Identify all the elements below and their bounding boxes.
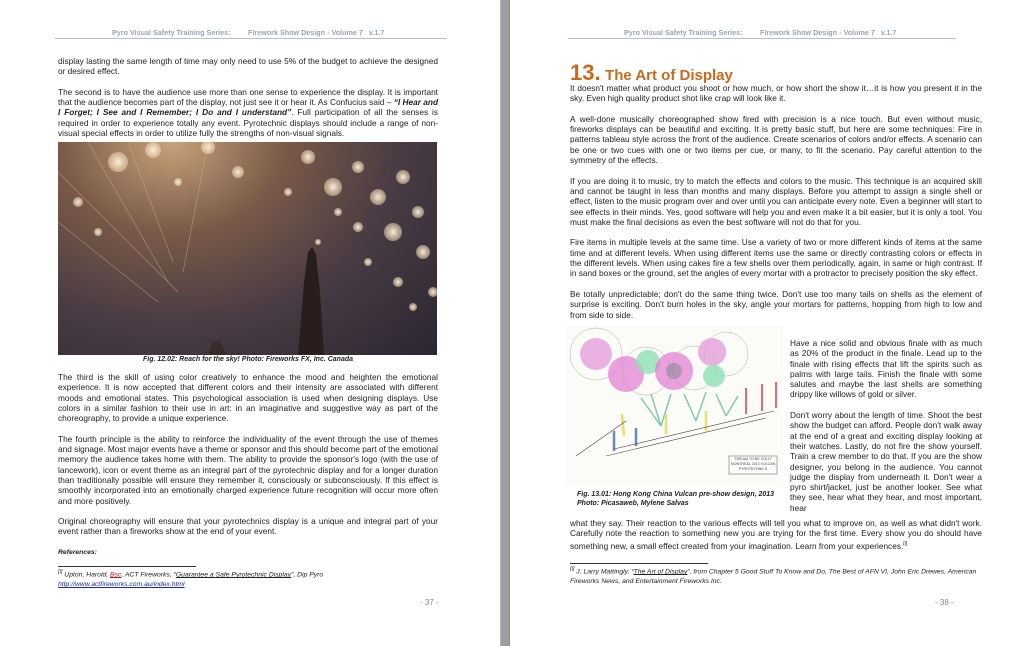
bokeh-photo [58, 142, 437, 355]
footnote-upton [58, 567, 438, 590]
text: ”, Dip Pyro [291, 571, 324, 579]
text: ”, from Chapter 5 Good Stuff To Know and Do, The Best of AFN VI, John Eric Drewes, American Fireworks News, and Entertainment Fireworks Inc. [570, 568, 977, 586]
right-body-top [570, 83, 982, 330]
text: , ACT Fireworks, “ [121, 571, 176, 579]
text: J. Larry Mattingly, “ [574, 568, 634, 576]
endnote-marker: [i] [903, 540, 908, 547]
right-side-column [790, 338, 982, 513]
chapter-title: The Art of Display [605, 67, 733, 84]
paragraph: The third is the skill of using color creatively to enhance the mood and heighten the emotional experience. It is now accepted that different colors and their intensity are associated with different moods and emotional states. This psychological association is used when designing displays. Use colors in a similar fashion to their use in art: in an imaginative and suggestive way as part of the choreography, to provide a unique experience. [58, 372, 438, 424]
footnote-marker: [i] [58, 569, 63, 575]
running-header-series: Pyro Visual Safety Training Series: [112, 28, 231, 37]
paragraph [570, 518, 982, 551]
paragraph: If you are doing it to music, try to match the effects and colors to the music. This technique is an acquired skill and cannot be taught in less than months and many displays. Before you attempt to assign a single shell or effect, listen to the music program over and over until you can anticipate every note. Even a beginner will start to see effects in their minds. Yes, good software will help you and even make it a bit easier, but it is only a tool. You must make the final decisions as even the best software will not do that for you. [570, 175, 982, 227]
paragraph: The fourth principle is the ability to reinforce the individuality of the event through the use of themes and signage. Most major events have a theme or sponsor and this should become part of the emotional memory the audience takes home with them. The ability to provide the sponsor's logo (with the use of lancework), icon or event theme as an integral part of the pyrotechnic display and for a longer duration than traditionally possible will ensure they remember it, consciously or subconsciously. If this effect is smoothly incorporated into an emotionally charged experience future recognition will occur more often and more positively. [58, 433, 438, 506]
footnote-title: The Art of Display [633, 568, 688, 576]
left-body-top [58, 56, 438, 149]
page-number-38: - 38 - [935, 598, 954, 607]
figure-photo-reach-for-sky [58, 142, 437, 355]
header-rule [568, 38, 956, 39]
footnote-link[interactable]: http://www.actfireworks.com.au/index.html [58, 581, 185, 589]
running-header-volume: Firework Show Design - Volume 7 v.1.7 [248, 28, 385, 37]
text: The second is to have the audience use more than one sense to experience the display. It is important that the audience becomes part of the display, not just see it or hear it. As Confucius said – [58, 86, 438, 108]
paragraph-confucius [58, 87, 438, 138]
left-body-bottom [58, 372, 438, 547]
paragraph: Fire items in multiple levels at the same time. Use a variety of two or more different kinds of items at the same time and at different levels. When using different items use the same or directly contrasting colors or effects in the different levels. When using cakes fire a few shells over them periodically, again, in same or high contrast. If in sand boxes or the ground, set the angles of every mortar with a protractor to precisely position the sky effect. [570, 237, 982, 279]
running-header-volume: Firework Show Design - Volume 7 v.1.7 [760, 28, 897, 37]
right-body-bottom [570, 518, 982, 561]
quote: “I Hear and I Forget; I See and I Remember; I Do and I understand” [58, 97, 439, 118]
references-label: References: [58, 549, 97, 556]
paragraph: display lasting the same length of time may only need to use 5% of the budget to achieve the designed or desired effect. [58, 56, 438, 77]
figure-caption-13-01: Fig. 13.01: Hong Kong China Vulcan pre-show design, 2013 Photo: Picasaweb, Mylene Salvas [577, 491, 775, 507]
paragraph: A well-done musically choreographed show fired with precision is a nice touch. But even without music, fireworks displays can be beautiful and exciting. It is pretty basic stuff, but here are some techniques: Fire in patterns tableau style across the front of the audience. Create scenarios of colors and/or effects. A scenario can be one or two cues with one or two items per cue, or many, to fit the scenario. Pay careful attention to the symmetry of the effects. [570, 113, 982, 166]
paragraph: Be totally unpredictable; don't do the same thing twice. Don't use too many tails on shells as the element of surprise is exciting. Don't burn holes in the sky, angle your mortars for patterns, hopping from high to low and from side to side. [570, 288, 982, 320]
footnote-marker: [i] [570, 566, 575, 572]
page-number-37: - 37 - [420, 598, 439, 607]
text: . Full participation of all the senses is required in order to experience totally any event. Pyrotechnic displays should include a range of non-visual special effects in order to utilize fully the strengths of non-visual signals. [58, 107, 438, 139]
figure-caption-12-02: Fig. 12.02: Reach for the sky! Photo: Fireworks FX, Inc. Canada [142, 356, 354, 363]
text: Bsc [110, 571, 122, 579]
text: Upton, Harold, [62, 571, 111, 579]
text: what they say. Their reaction to the various effects will tell you what to improve on, as well as what didn't work. Carefully note the reaction to something new you are trying for the first time. Every show you do should have something new, a small effect created from your imagination. Learn from your experiences. [570, 518, 982, 551]
paragraph: Don't worry about the length of time. Shoot the best show the budget can afford. People don't walk away at the end of a great and exciting display looking at their watches. Lastly, do not fire the show yourself. Train a crew member to do that. If you are the show designer, you belong in the audience. You cannot judge the display from underneath it. Don't wear a pyro shirt/jacket, just be another looker. See what they see, hear what they hear, and most important, hear [790, 410, 982, 513]
header-rule [55, 38, 447, 39]
footnote-title: Guarantee a Safe Pyrotechnic Display [175, 571, 292, 579]
footnote-mattingly [570, 564, 982, 587]
sketch-label: "DREAM TO BE GOLD" MONTREAL 2013 VULCAN PYROTECHNICS [730, 457, 776, 471]
paragraph: It doesn't matter what product you shoot or how much, or how short the show it…it is how you present it in the sky. Even high quality product shot like crap will look like it. [570, 83, 982, 104]
chapter-number: 13. [570, 60, 601, 85]
running-header-series: Pyro Visual Safety Training Series: [624, 28, 743, 37]
figure-vulcan-sketch [566, 326, 783, 486]
paragraph: Have a nice solid and obvious finale with as much as 20% of the product in the finale. Lead up to the finale with rising effects that lift the spirits such as palms with large tails. Finish the finale with some salutes and maybe the last shells are something drippy like willows of gold or silver. [790, 338, 982, 400]
page-gutter [500, 0, 510, 646]
paragraph: Original choreography will ensure that your pyrotechnics display is a unique and integral part of your event rather than a fireworks show at the end of your event. [58, 516, 438, 537]
